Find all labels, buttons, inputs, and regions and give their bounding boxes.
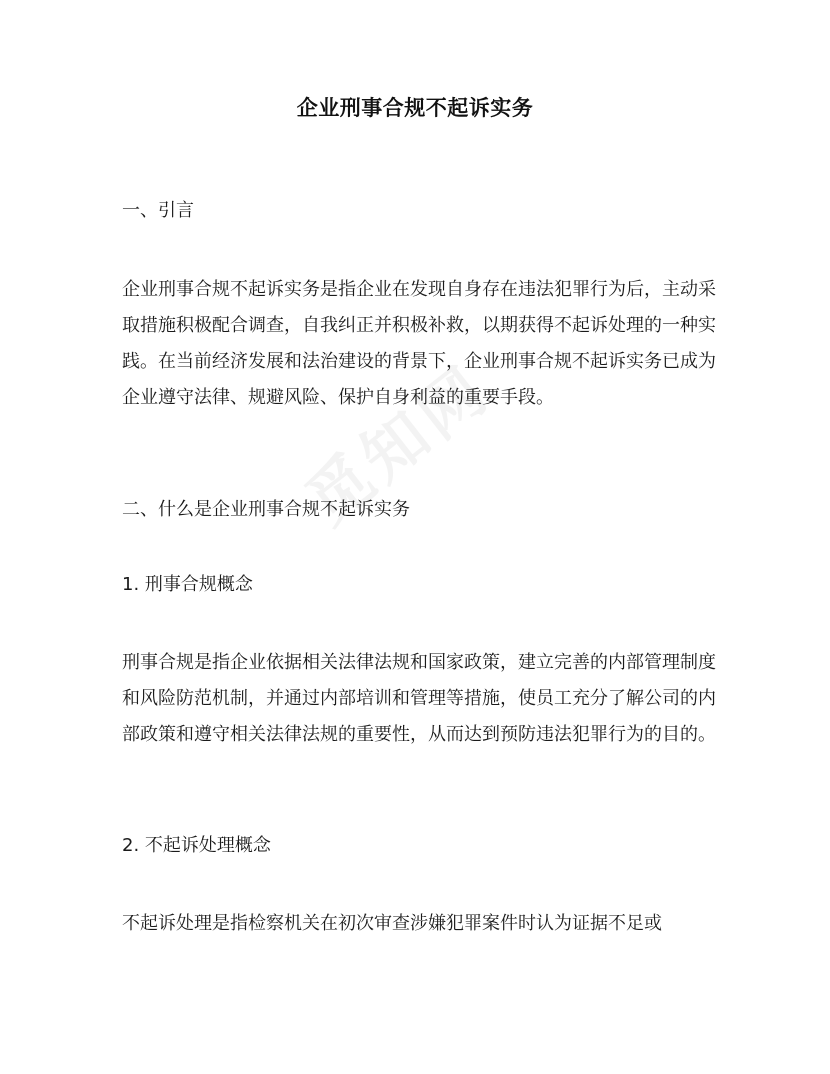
subsection-heading-criminal-compliance: 1. 刑事合规概念 [122, 574, 253, 595]
document-title: 企业刑事合规不起诉实务 [296, 96, 534, 120]
section-heading-intro: 一、引言 [122, 200, 194, 221]
paragraph-non-prosecution: 不起诉处理是指检察机关在初次审查涉嫌犯罪案件时认为证据不足或 [122, 913, 662, 934]
paragraph-criminal-compliance: 刑事合规是指企业依据相关法律法规和国家政策，建立完善的内部管理制度和风险防范机制，并通过内部培训和管理等措施，使员工充分了解公司的内部政策和遵守相关法律法规的重要性，从而达到预防违法犯罪行为的目的。 [122, 652, 716, 745]
section-heading-what: 二、什么是企业刑事合规不起诉实务 [122, 499, 410, 520]
paragraph-intro: 企业刑事合规不起诉实务是指企业在发现自身存在违法犯罪行为后，主动采取措施积极配合调查，自我纠正并积极补救，以期获得不起诉处理的一种实践。在当前经济发展和法治建设的背景下，企业刑事合规不起诉实务已成为企业遵守法律、规避风险、保护自身利益的重要手段。 [122, 279, 716, 408]
subsection-heading-non-prosecution: 2. 不起诉处理概念 [122, 835, 271, 856]
